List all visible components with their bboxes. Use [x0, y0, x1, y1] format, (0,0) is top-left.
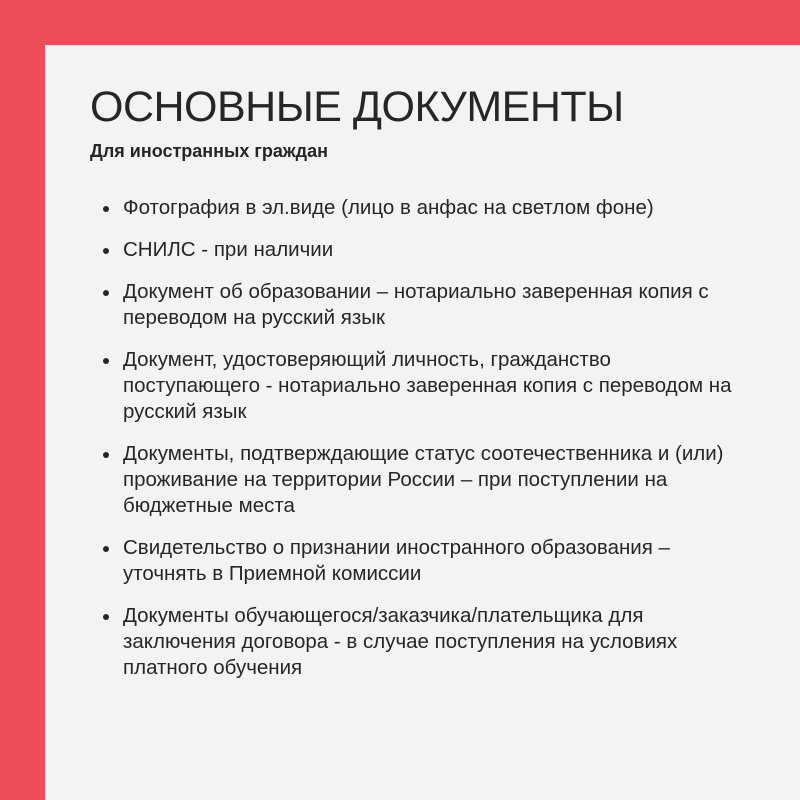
- document-list: [90, 195, 750, 697]
- list-item-text: Свидетельство о признании иностранного образования – уточнять в Приемной комиссии: [123, 536, 670, 585]
- list-item: [90, 279, 750, 331]
- list-item: [90, 603, 750, 681]
- list-item: [90, 195, 750, 221]
- list-item-text: Фотография в эл.виде (лицо в анфас на светлом фоне): [123, 196, 654, 219]
- list-item-text: Документ, удостоверяющий личность, гражданство поступающего - нотариально заверенная копия с переводом на русский язык: [123, 348, 732, 423]
- list-item-text: Документы обучающегося/заказчика/плательщика для заключения договора - в случае поступления на условиях платного обучения: [123, 604, 678, 679]
- bullet-icon: [103, 248, 109, 254]
- content-card: [45, 45, 800, 800]
- list-item-text: СНИЛС - при наличии: [123, 238, 334, 261]
- bullet-icon: [103, 358, 109, 364]
- bullet-icon: [103, 452, 109, 458]
- list-item-text: Документы, подтверждающие статус соотечественника и (или) проживание на территории России – при поступлении на бюджетные места: [123, 442, 724, 517]
- list-item: [90, 535, 750, 587]
- bullet-icon: [103, 546, 109, 552]
- list-item: [90, 347, 750, 425]
- bullet-icon: [103, 290, 109, 296]
- list-item: [90, 441, 750, 519]
- list-item-text: Документ об образовании – нотариально заверенная копия с переводом на русский язык: [123, 280, 709, 329]
- bullet-icon: [103, 206, 109, 212]
- bullet-icon: [103, 614, 109, 620]
- list-item: [90, 237, 750, 263]
- page-subtitle: Для иностранных граждан: [90, 141, 328, 161]
- page-title: ОСНОВНЫЕ ДОКУМЕНТЫ: [90, 83, 624, 131]
